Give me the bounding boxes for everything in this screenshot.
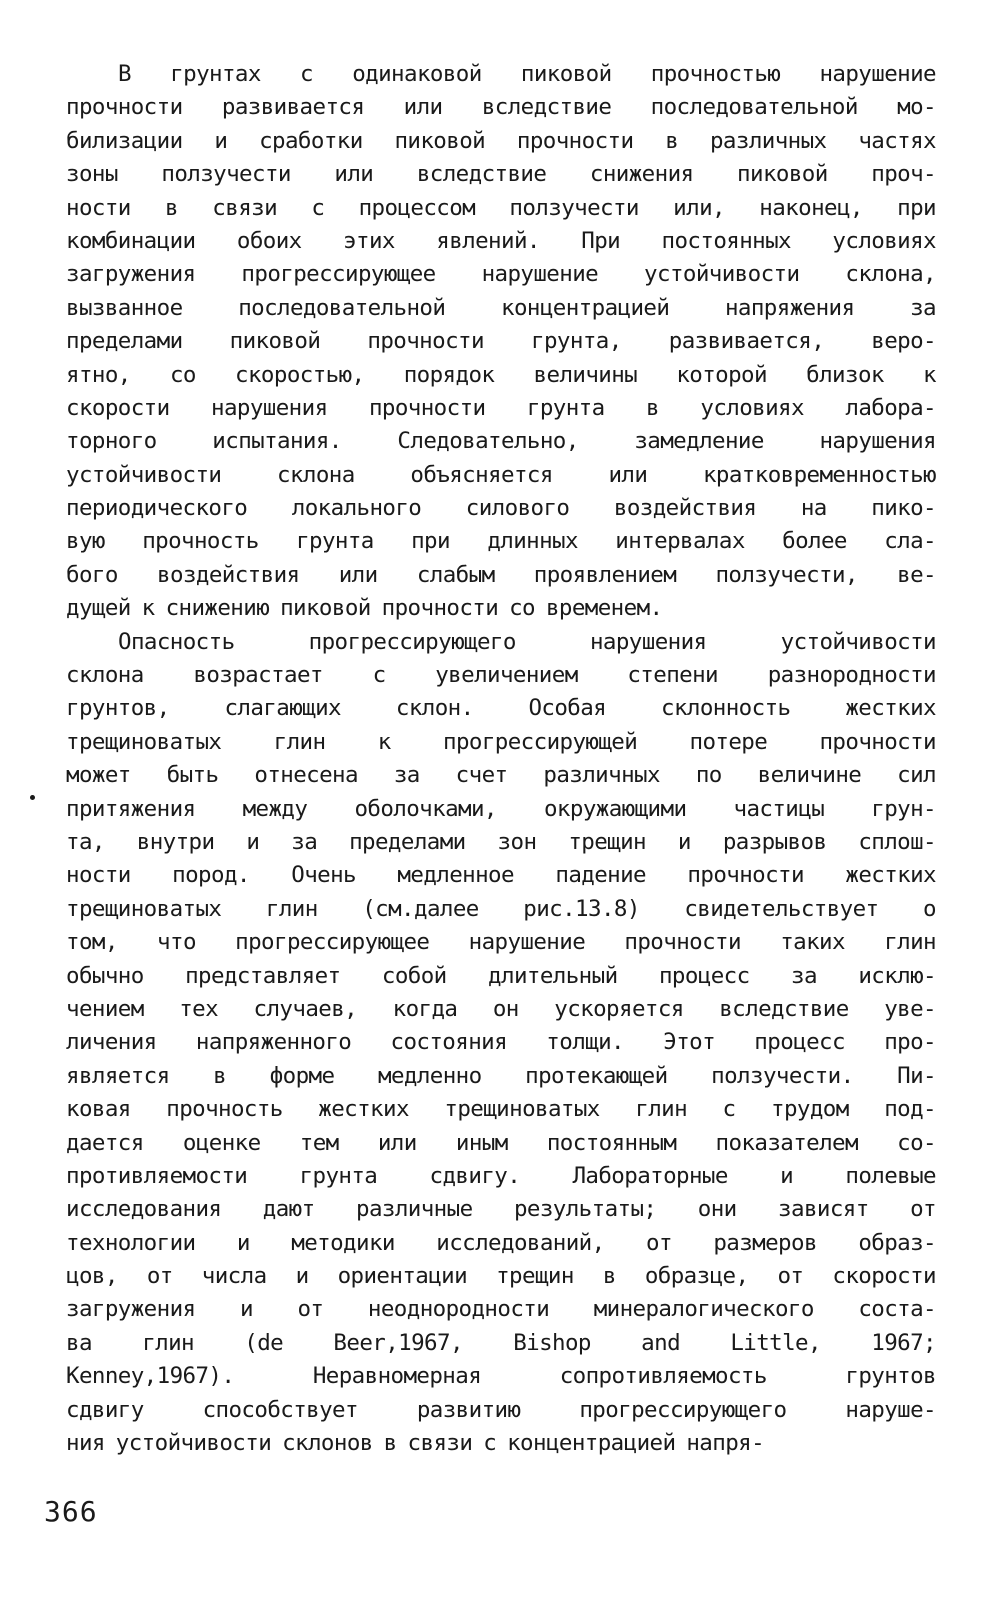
- text-line: склона возрастает с увеличением степени разнородности: [66, 662, 936, 689]
- text-line: загружения и от неоднородности минералогического соста-: [66, 1296, 936, 1323]
- text-line: трещиноватых глин к прогрессирующей потере прочности: [66, 728, 936, 755]
- text-line: противляемости грунта сдвигу. Лабораторные и полевые: [66, 1162, 936, 1189]
- text-line: бого воздействия или слабым проявлением ползучести, ве-: [66, 561, 936, 588]
- text-line: ва глин (de Beer,1967, Bishop and Little, 1967;: [66, 1329, 936, 1356]
- text-line: прочности развивается или вследствие последовательной мо-: [66, 94, 936, 121]
- margin-mark: [30, 795, 35, 800]
- text-line: скорости нарушения прочности грунта в условиях лабора-: [66, 394, 936, 421]
- text-line: ности в связи с процессом ползучести или, наконец, при: [66, 194, 936, 221]
- body-text: [66, 58, 936, 1460]
- text-line: личения напряженного состояния толщи. Этот процесс про-: [66, 1029, 936, 1056]
- text-line: та, внутри и за пределами зон трещин и разрывов сплош-: [66, 828, 936, 855]
- text-line: цов, от числа и ориентации трещин в образце, от скорости: [66, 1263, 936, 1290]
- text-line: пределами пиковой прочности грунта, развивается, веро-: [66, 328, 936, 355]
- text-line: грунтов, слагающих склон. Особая склонность жестких: [66, 695, 936, 722]
- text-line: периодического локального силового воздействия на пико-: [66, 495, 936, 522]
- text-line: ния устойчивости склонов в связи с концентрацией напря-: [66, 1430, 765, 1457]
- text-line: притяжения между оболочками, окружающими частицы грун-: [66, 795, 936, 822]
- text-line: ятно, со скоростью, порядок величины которой близок к: [66, 361, 936, 388]
- text-line: вызванное последовательной концентрацией напряжения за: [66, 294, 936, 321]
- text-line: ковая прочность жестких трещиноватых глин с трудом под-: [66, 1096, 936, 1123]
- text-line: дается оценке тем или иным постоянным показателем со-: [66, 1129, 936, 1156]
- text-line: билизации и сработки пиковой прочности в различных частях: [66, 127, 936, 154]
- page-number: 366: [44, 1495, 98, 1528]
- text-line: том, что прогрессирующее нарушение прочности таких глин: [66, 929, 936, 956]
- text-line: сдвигу способствует развитию прогрессирующего наруше-: [66, 1396, 936, 1423]
- paragraph: [66, 58, 936, 626]
- text-line: исследования дают различные результаты; они зависят от: [66, 1196, 936, 1223]
- paragraph: [66, 626, 936, 1461]
- text-line: технологии и методики исследований, от размеров образ-: [66, 1229, 936, 1256]
- text-line: является в форме медленно протекающей ползучести. Пи-: [66, 1062, 936, 1089]
- text-line: торного испытания. Следовательно, замедление нарушения: [66, 428, 936, 455]
- text-line: Опасность прогрессирующего нарушения устойчивости: [118, 628, 936, 655]
- text-line: устойчивости склона объясняется или кратковременностью: [66, 461, 936, 488]
- text-line: трещиноватых глин (см.далее рис.13.8) свидетельствует о: [66, 895, 936, 922]
- text-line: зоны ползучести или вследствие снижения пиковой проч-: [66, 161, 936, 188]
- text-line: чением тех случаев, когда он ускоряется вследствие уве-: [66, 995, 936, 1022]
- text-line: В грунтах с одинаковой пиковой прочностью нарушение: [118, 61, 936, 87]
- text-line: дущей к снижению пиковой прочности со временем.: [66, 595, 663, 622]
- text-line: ности пород. Очень медленное падение прочности жестких: [66, 862, 936, 889]
- text-line: Kenney,1967). Неравномерная сопротивляемость грунтов: [66, 1363, 936, 1390]
- text-line: комбинации обоих этих явлений. При постоянных условиях: [66, 227, 936, 254]
- text-line: обычно представляет собой длительный процесс за исклю-: [66, 962, 936, 989]
- text-line: вую прочность грунта при длинных интервалах более сла-: [66, 528, 936, 555]
- text-line: может быть отнесена за счет различных по величине сил: [66, 762, 936, 789]
- text-line: загружения прогрессирующее нарушение устойчивости склона,: [66, 261, 936, 288]
